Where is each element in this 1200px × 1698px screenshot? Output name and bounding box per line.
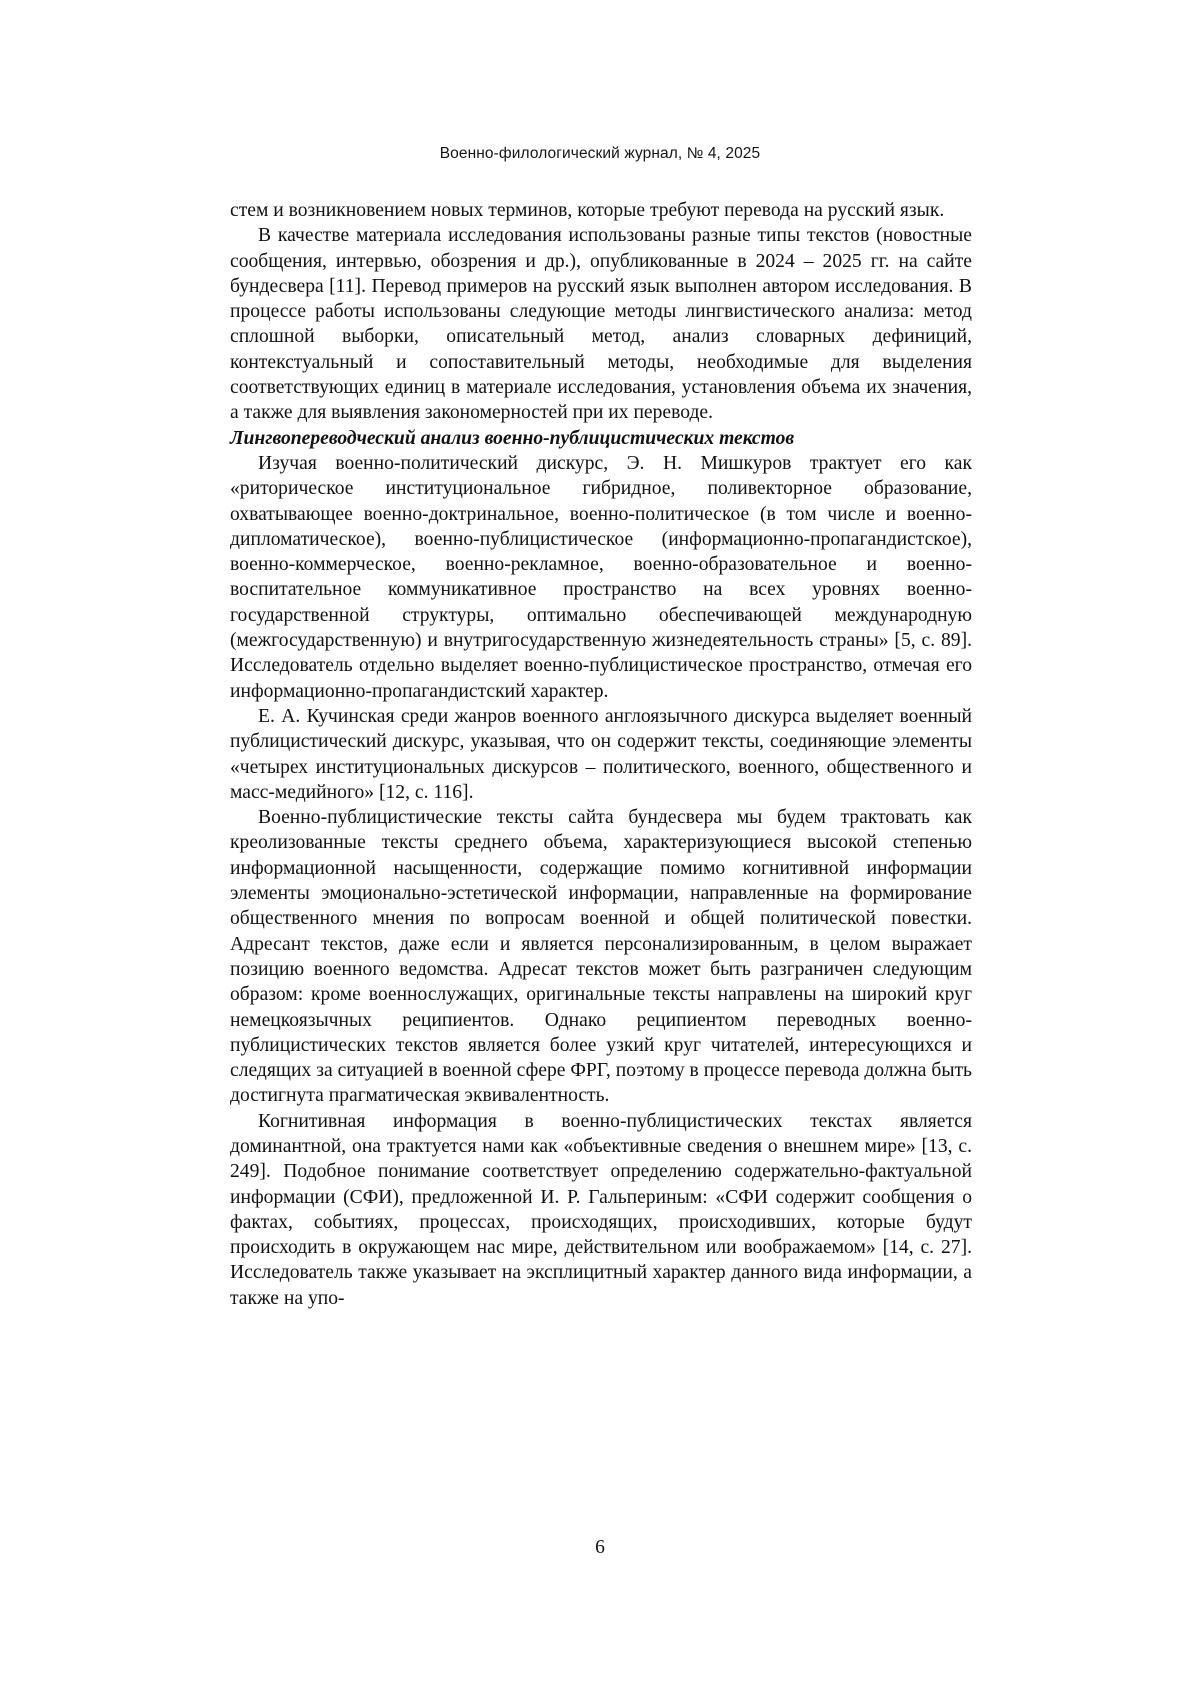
paragraph-texts-definition: Военно-публицистические тексты сайта бундесвера мы будем трактовать как креолизованные тексты среднего объема, характеризующиеся высокой степенью информационной насыщенности, содержащие помимо когнитивной информации элементы эмоционально-эстетической информации, направленные на формирование общественного мнения по вопросам военной и общей политической повестки. Адресант текстов, даже если и является персонализированным, в целом выражает позицию военного ведомства. Адресат текстов может быть разграничен следующим образом: кроме военнослужащих, оригинальные тексты направлены на широкий круг немецкоязычных реципиентов. Однако реципиентом переводных военно-публицистических текстов является более узкий круг читателей, интересующихся и следящих за ситуацией в военной сфере ФРГ, поэтому в процессе перевода должна быть достигнута прагматическая эквивалентность. [230, 807, 972, 1107]
paragraph-materials: В качестве материала исследования использованы разные типы текстов (новостные сообщения, интервью, обозрения и др.), опубликованные в 2024 – 2025 гг. на сайте бундесвера [11]. Перевод примеров на русский язык выполнен автором исследования. В процессе работы использованы следующие методы лингвистического анализа: метод сплошной выборки, описательный метод, анализ словарных дефиниций, контекстуальный и сопоставительный методы, необходимые для выделения соответствующих единиц в материале исследования, установления объема их значения, а также для выявления закономерностей при их переводе. [230, 225, 972, 424]
section-heading: Лингвопереводческий анализ военно-публицистических текстов [230, 427, 795, 449]
running-header: Военно-филологический журнал, № 4, 2025 [439, 145, 761, 162]
paragraph-continuation: стем и возникновением новых терминов, которые требуют перевода на русский язык. [230, 200, 945, 221]
article-body [230, 198, 972, 1311]
page-number: 6 [595, 1537, 605, 1558]
paragraph-mishkurov: Изучая военно-политический дискурс, Э. Н. Мишкуров трактует его как «риторическое институциональное гибридное, поливекторное образование, охватывающее военно-доктринальное, военно-политическое (в том числе и военно-дипломатическое), военно-публицистическое (информационно-пропагандистское), военно-коммерческое, военно-рекламное, военно-образовательное и военно-воспитательное коммуникативное пространство на всех уровнях военно-государственной структуры, оптимально обеспечивающей международную (межгосударственную) и внутригосударственную жизнедеятельность страны» [5, с. 89]. Исследователь отдельно выделяет военно-публицистическое пространство, отмечая его информационно-пропагандистский характер. [230, 452, 972, 702]
paragraph-cognitive-info: Когнитивная информация в военно-публицистических текстах является доминантной, она трактуется нами как «объективные сведения о внешнем мире» [13, с. 249]. Подобное понимание соответствует определению содержательно-фактуальной информации (СФИ), предложенной И. Р. Гальпериным: «СФИ содержит сообщения о фактах, событиях, процессах, происходящих, происходивших, которые будут происходить в окружающем нас мире, действительном или воображаемом» [14, с. 27]. Исследователь также указывает на эксплицитный характер данного вида информации, а также на упо- [230, 1110, 972, 1309]
paragraph-kuchinskaya: Е. А. Кучинская среди жанров военного англоязычного дискурса выделяет военный публицистический дискурс, указывая, что он содержит тексты, соединяющие элементы «четырех институциональных дискурсов – политического, военного, общественного и масс-медийного» [12, с. 116]. [230, 705, 972, 803]
